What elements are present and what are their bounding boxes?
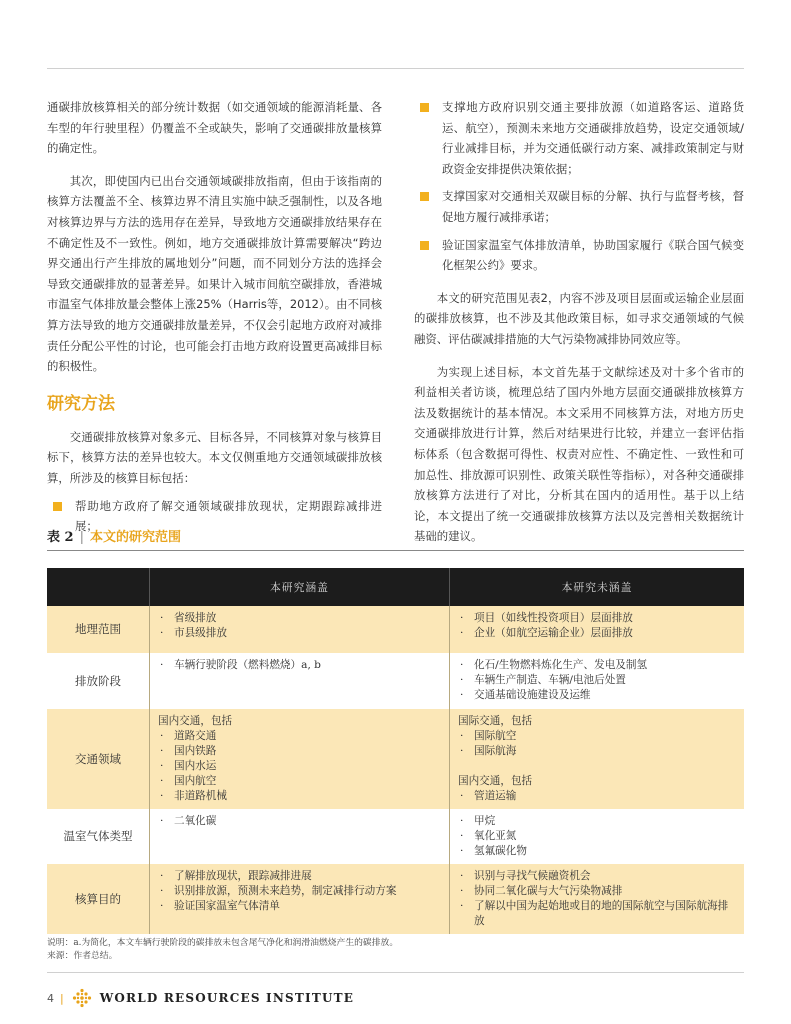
not-covered-cell xyxy=(450,709,745,809)
list-item: · 化石/生物燃料炼化生产、发电及制氢 xyxy=(458,658,736,673)
list-item: · 车辆生产制造、车辆/电池后处置 xyxy=(458,673,736,688)
section-heading: 研究方法 xyxy=(47,393,115,414)
covered-cell xyxy=(150,809,450,864)
list-item: · 甲烷 xyxy=(458,814,736,829)
list-item: · 识别排放源，预测未来趋势，制定减排行动方案 xyxy=(158,884,441,899)
list-item: · 项目（如线性投资项目）层面排放 xyxy=(458,611,736,626)
square-bullet-icon xyxy=(420,241,429,250)
list-item: · 国际航海 xyxy=(458,744,736,759)
table-header-row xyxy=(47,568,744,606)
covered-cell xyxy=(150,709,450,809)
category-cell: 核算目的 xyxy=(47,864,150,934)
cell-intro: 国内交通，包括 xyxy=(458,775,533,787)
bullet-text: 验证国家温室气体排放清单，协助国家履行《联合国气候变化框架公约》要求。 xyxy=(442,237,744,273)
paragraph: 为实现上述目标，本文首先基于文献综述及对十多个省市的利益相关者访谈，梳理总结了国内外地方层面交通碳排放核算方法及数据统计的基本情况。本文采用不同核算方法，对地方历史交通碳排放进行计算，然后对结果进行比较，并建立一套评估指标体系（包含数据可得性、权责对应性、不确定性、一致性和可加总性、排放源可识别性、政策关联性等指标），对各种交通碳排放核算方法进行了对比，分析其在国内的适用性。基于以上结论，本文提出了统一交通碳排放核算方法以及完善相关数据统计基础的建议。 xyxy=(414,364,744,544)
table-title: 本文的研究范围 xyxy=(89,530,181,545)
left-column xyxy=(47,97,382,537)
bullet-item xyxy=(414,97,744,179)
paragraph: 本文的研究范围见表2，内容不涉及项目层面或运输企业层面的碳排放核算，也不涉及其他政策目标，如寻求交通领域的气候融资、评估碳减排措施的大气污染物减排协同效应等。 xyxy=(414,290,744,346)
header-cell: 本研究涵盖 xyxy=(150,568,450,606)
top-rule xyxy=(47,68,744,69)
category-cell: 排放阶段 xyxy=(47,653,150,709)
list-item: · 识别与寻找气候融资机会 xyxy=(458,869,736,884)
covered-cell xyxy=(150,864,450,934)
research-scope-table xyxy=(47,568,744,934)
table-notes xyxy=(47,937,398,963)
bullet-item xyxy=(414,186,744,227)
caption-divider: | xyxy=(79,530,84,545)
not-covered-cell xyxy=(450,809,745,864)
square-bullet-icon xyxy=(420,192,429,201)
category-cell: 交通领域 xyxy=(47,709,150,809)
bullet-text: 支撑国家对交通相关双碳目标的分解、执行与监督考核，督促地方履行减排承诺； xyxy=(442,189,744,224)
paragraph: 交通碳排放核算对象多元、目标各异，不同核算对象与核算目标下，核算方法的差异也较大。本文仅侧重地方交通领域碳排放核算，所涉及的核算目标包括： xyxy=(47,429,382,485)
list-item: · 交通基础设施建设及运维 xyxy=(458,688,736,703)
list-item: · 氢氟碳化物 xyxy=(458,844,736,859)
table-caption xyxy=(47,526,181,545)
square-bullet-icon xyxy=(53,502,62,511)
covered-cell xyxy=(150,606,450,653)
header-cell: 本研究未涵盖 xyxy=(450,568,745,606)
list-item: · 验证国家温室气体清单 xyxy=(158,899,441,914)
list-item: · 非道路机械 xyxy=(158,789,441,804)
footer-rule xyxy=(47,972,744,973)
list-item: · 了解排放现状，跟踪减排进展 xyxy=(158,869,441,884)
bullet-text: 帮助地方政府了解交通领域碳排放现状，定期跟踪减排进展； xyxy=(75,498,382,534)
right-column xyxy=(414,97,744,547)
list-item: · 国内航空 xyxy=(158,774,441,789)
list-item: · 企业（如航空运输企业）层面排放 xyxy=(458,626,736,641)
bullet-item xyxy=(414,235,744,276)
not-covered-cell xyxy=(450,653,745,709)
covered-cell xyxy=(150,653,450,709)
table-note: 说明：a.为简化，本文车辆行驶阶段的碳排放未包含尾气净化和润滑油燃烧产生的碳排放。 xyxy=(47,938,399,948)
cell-intro: 国际交通，包括 xyxy=(458,715,533,727)
list-item: · 市县级排放 xyxy=(158,626,441,641)
list-item: · 道路交通 xyxy=(158,729,441,744)
table-row xyxy=(47,653,744,709)
table-source: 来源：作者总结。 xyxy=(47,951,118,961)
list-item: · 省级排放 xyxy=(158,611,441,626)
list-item: · 氧化亚氮 xyxy=(458,829,736,844)
table-row xyxy=(47,864,744,934)
header-cell xyxy=(47,568,150,606)
list-item: · 国内铁路 xyxy=(158,744,441,759)
list-item: · 了解以中国为起始地或目的地的国际航空与国际航海排放 xyxy=(458,899,736,929)
footer-divider: | xyxy=(60,991,64,1005)
table-rule xyxy=(47,550,744,551)
list-item: · 国内水运 xyxy=(158,759,441,774)
table-label: 表 2 xyxy=(47,530,74,545)
table-row xyxy=(47,606,744,653)
page-number: 4 xyxy=(47,991,54,1005)
list-item: · 管道运输 xyxy=(458,789,736,804)
list-item: · 协同二氧化碳与大气污染物减排 xyxy=(458,884,736,899)
not-covered-cell xyxy=(450,864,745,934)
table-row xyxy=(47,709,744,809)
organization-name: WORLD RESOURCES INSTITUTE xyxy=(99,991,355,1005)
cell-intro: 国内交通，包括 xyxy=(158,715,233,727)
list-item: · 国际航空 xyxy=(458,729,736,744)
category-cell: 温室气体类型 xyxy=(47,809,150,864)
paragraph: 其次，即使国内已出台交通领域碳排放指南，但由于该指南的核算方法覆盖不全、核算边界不清且实施中缺乏强制性，以及各地对核算边界与方法的选用存在差异，导致地方交通碳排放结果存在不确定性及不一致性。例如，地方交通碳排放计算需要解决“跨边界交通出行产生排放的属地划分”问题，而不同划分方法的选择会导致交通碳排放的显著差异。如果计入城市间航空碳排放，香港城市温室气体排放量会整体上涨25%（Harris等，2012）。由不同核算方法导致的地方交通碳排放量差异，不仅会引起地方政府对减排责任分配公平性的讨论，也可能会打击地方政府设置更高减排目标的积极性。 xyxy=(47,173,382,374)
list-item: · 车辆行驶阶段（燃料燃烧）a, b xyxy=(158,658,441,673)
paragraph: 通碳排放核算相关的部分统计数据（如交通领域的能源消耗量、各车型的年行驶里程）仍覆盖不全或缺失，影响了交通碳排放量核算的确定性。 xyxy=(47,100,382,156)
list-item: · 二氧化碳 xyxy=(158,814,441,829)
wri-logo-icon xyxy=(72,988,92,1008)
bullet-text: 支撑地方政府识别交通主要排放源（如道路客运、道路货运、航空），预测未来地方交通碳排放趋势，设定交通领域/行业减排目标，并为交通低碳行动方案、减排政策制定与财政资金安排提供决策依据； xyxy=(442,100,744,176)
page-footer xyxy=(47,988,354,1008)
not-covered-cell xyxy=(450,606,745,653)
category-cell: 地理范围 xyxy=(47,606,150,653)
table-row xyxy=(47,809,744,864)
square-bullet-icon xyxy=(420,103,429,112)
